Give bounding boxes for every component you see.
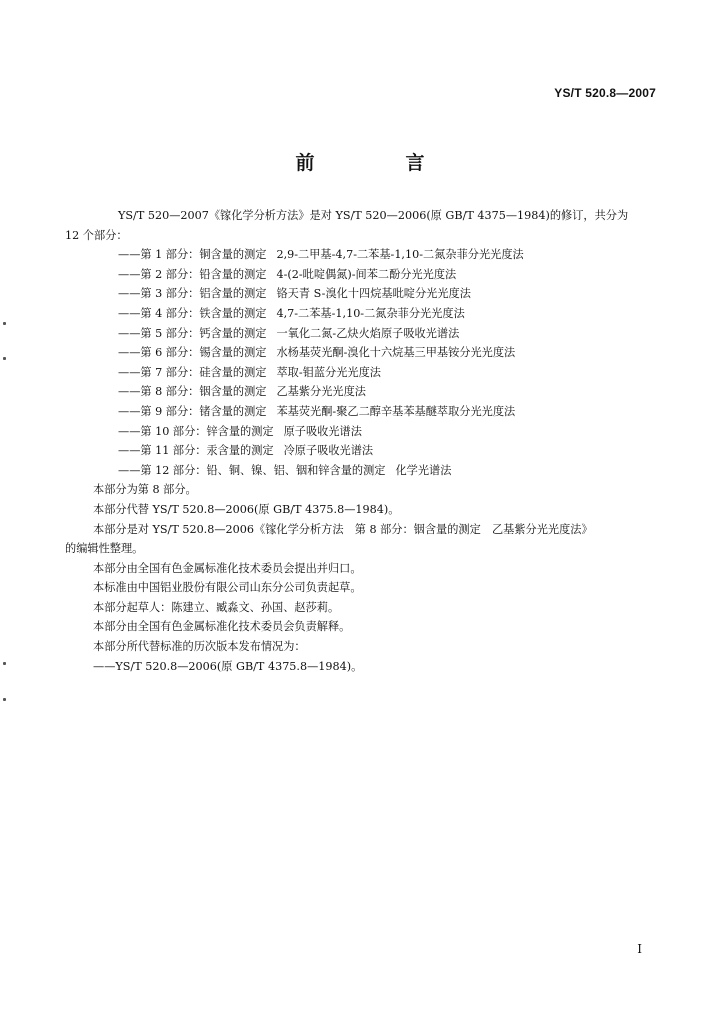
list-item	[93, 402, 663, 422]
part-label: ——第 3 部分：铝含量的测定	[118, 287, 267, 301]
part-label: ——第 6 部分：锡含量的测定	[118, 346, 267, 360]
list-item	[93, 265, 663, 285]
list-item	[93, 422, 663, 442]
replaces-paragraph: 本部分代替 YS/T 520.8—2006(原 GB/T 4375.8—1984)。	[93, 502, 400, 516]
list-item	[93, 284, 663, 304]
part-label: ——第 1 部分：铜含量的测定	[118, 248, 267, 262]
list-item	[93, 304, 663, 324]
intro-line-2: 12 个部分：	[65, 228, 128, 242]
part-method: 2,9-二甲基-4,7-二苯基-1,10-二氮杂菲分光光度法	[276, 248, 524, 262]
list-item	[93, 363, 663, 383]
drafting-org-paragraph: 本标准由中国铝业股份有限公司山东分公司负责起草。	[93, 581, 362, 595]
list-item	[93, 245, 663, 265]
page-number: I	[637, 942, 642, 956]
part-label: ——第 7 部分：硅含量的测定	[118, 365, 267, 379]
parts-list	[93, 245, 663, 480]
revision-paragraph-line-1: 本部分是对 YS/T 520.8—2006《镓化学分析方法 第 8 部分：铟含量的测定 乙基紫分光光度法》	[93, 522, 593, 536]
list-item	[93, 324, 663, 344]
list-item	[93, 343, 663, 363]
part-method: 4,7-二苯基-1,10-二氮杂菲分光光度法	[276, 306, 465, 320]
body-text	[65, 206, 663, 676]
list-item	[93, 382, 663, 402]
scan-speck	[3, 322, 6, 325]
drafters-paragraph: 本部分起草人：陈建立、臧淼文、孙国、赵莎莉。	[93, 600, 340, 614]
part-label: ——第 11 部分：汞含量的测定	[118, 444, 274, 458]
part-label: ——第 12 部分：铅、铜、镍、铝、铟和锌含量的测定	[118, 463, 386, 477]
part-method: 铬天青 S-溴化十四烷基吡啶分光光度法	[276, 287, 471, 301]
part-label: ——第 2 部分：铅含量的测定	[118, 267, 267, 281]
scan-speck	[3, 662, 6, 665]
part-method: 乙基紫分光光度法	[276, 385, 366, 399]
this-part-paragraph: 本部分为第 8 部分。	[93, 483, 197, 497]
part-method: 原子吸收光谱法	[283, 424, 362, 438]
part-label: ——第 8 部分：铟含量的测定	[118, 385, 267, 399]
interpretation-paragraph: 本部分由全国有色金属标准化技术委员会负责解释。	[93, 620, 351, 634]
list-item	[93, 461, 663, 481]
part-method: 苯基荧光酮-聚乙二醇辛基苯基醚萃取分光光度法	[276, 404, 516, 418]
scan-speck	[3, 698, 6, 701]
intro-line-1: YS/T 520—2007《镓化学分析方法》是对 YS/T 520—2006(原 GB/T 4375—1984)的修订，共分为	[118, 209, 629, 222]
part-label: ——第 4 部分：铁含量的测定	[118, 306, 267, 320]
part-method: 冷原子吸收光谱法	[283, 444, 374, 458]
list-item	[93, 441, 663, 461]
part-method: 一氧化二氮-乙炔火焰原子吸收光谱法	[276, 326, 460, 340]
history-list-item: ——YS/T 520.8—2006(原 GB/T 4375.8—1984)。	[93, 659, 363, 673]
part-method: 萃取-钼蓝分光光度法	[276, 365, 381, 379]
part-label: ——第 10 部分：锌含量的测定	[118, 424, 274, 438]
document-code: YS/T 520.8—2007	[554, 86, 656, 100]
history-intro-paragraph: 本部分所代替标准的历次版本发布情况为：	[93, 640, 306, 654]
part-method: 化学光谱法	[395, 463, 452, 477]
revision-paragraph-line-2: 的编辑性整理。	[65, 542, 144, 556]
part-label: ——第 5 部分：钙含量的测定	[118, 326, 267, 340]
part-method: 4-(2-吡啶偶氮)-间苯二酚分光光度法	[276, 267, 457, 281]
page-title: 前 言	[295, 152, 461, 174]
part-label: ——第 9 部分：锗含量的测定	[118, 404, 267, 418]
scan-speck	[3, 357, 6, 360]
part-method: 水杨基荧光酮-溴化十六烷基三甲基铵分光光度法	[276, 346, 516, 360]
proposed-paragraph: 本部分由全国有色金属标准化技术委员会提出并归口。	[93, 561, 362, 575]
